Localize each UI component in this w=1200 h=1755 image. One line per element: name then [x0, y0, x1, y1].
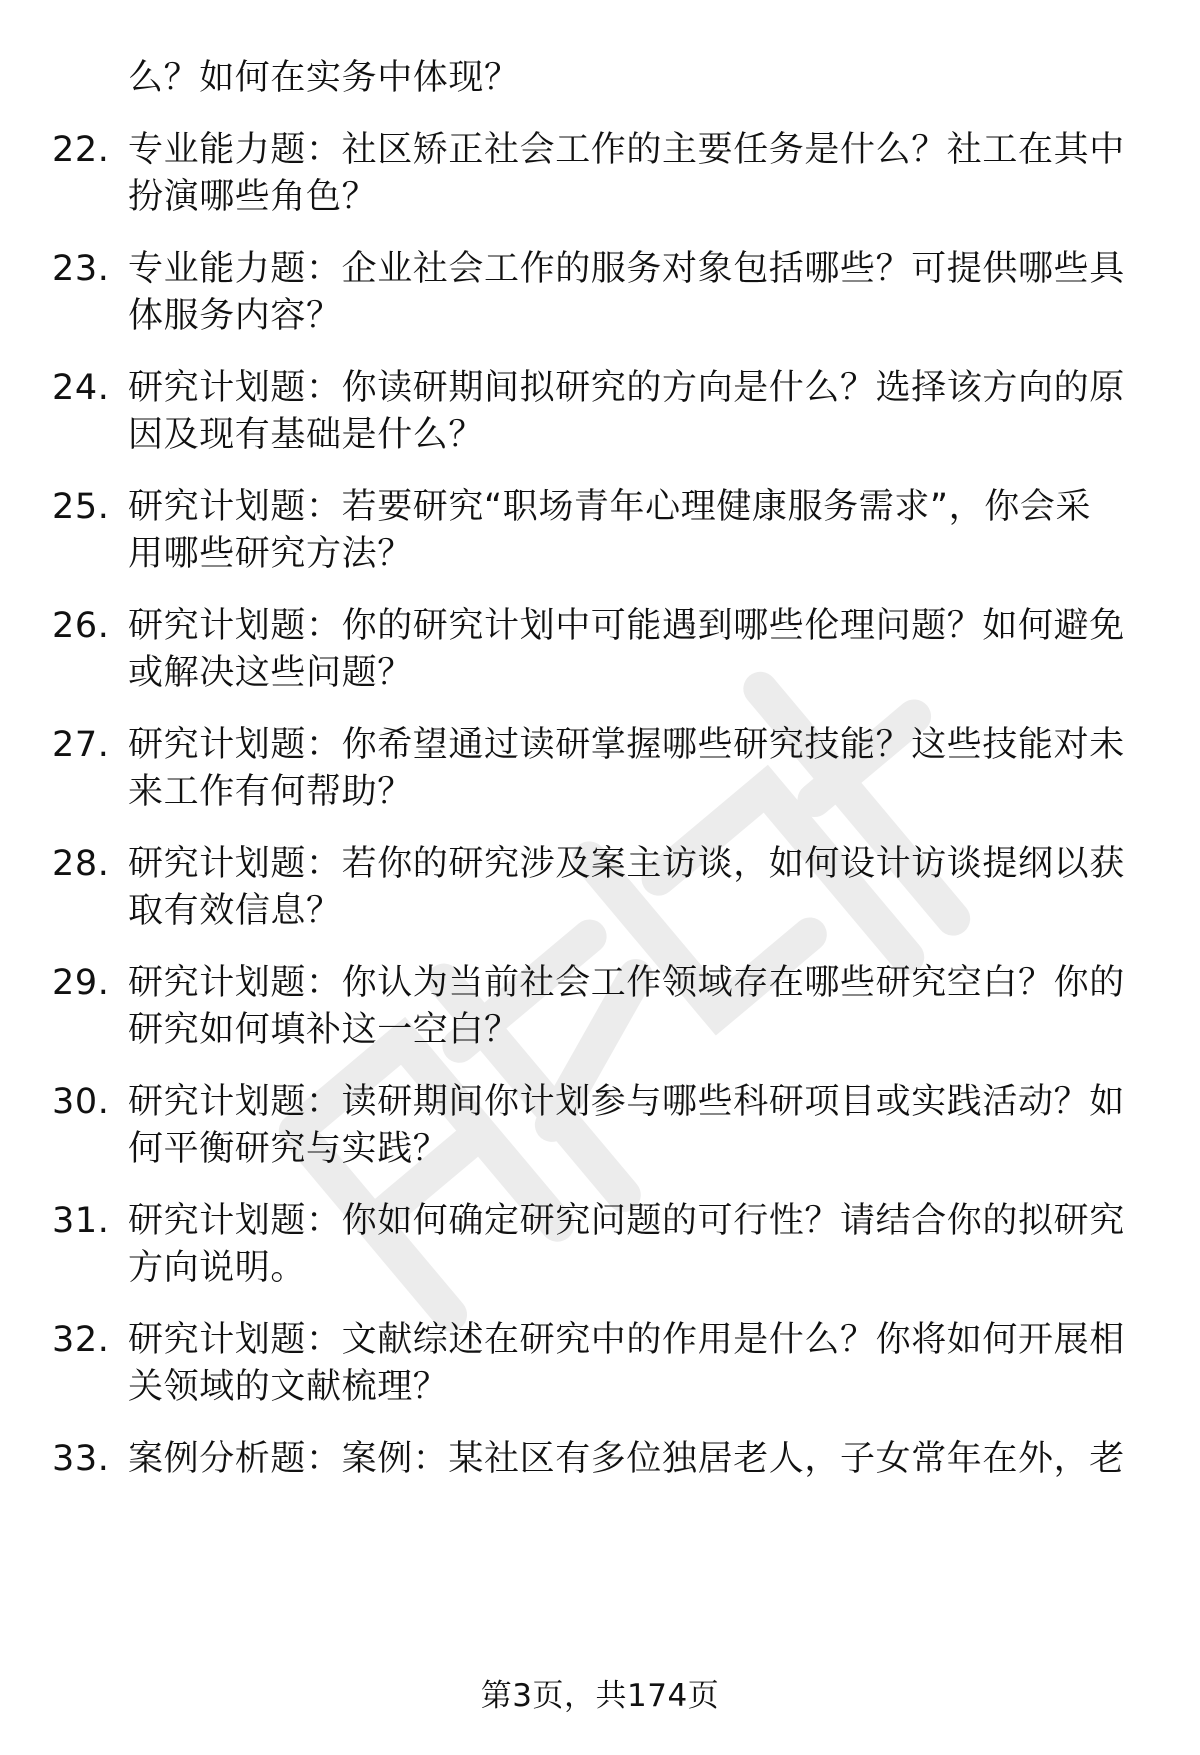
item-number: 29. — [52, 963, 110, 1003]
item-text: 研究计划题：你的研究计划中可能遇到哪些伦理问题？如何避免 — [128, 606, 1125, 646]
item-text: 研究如何填补这一空白？ — [128, 1010, 520, 1050]
item-text: 关领域的文献梳理？ — [128, 1367, 449, 1407]
item-text: 案例分析题：案例：某社区有多位独居老人，子女常年在外，老 — [128, 1439, 1125, 1479]
item-text: 取有效信息？ — [128, 891, 342, 931]
item-number: 23. — [52, 249, 110, 289]
item-number: 32. — [52, 1320, 110, 1360]
item-number: 31. — [52, 1201, 110, 1241]
item-text: 研究计划题：若你的研究涉及案主访谈，如何设计访谈提纲以获 — [128, 844, 1125, 884]
item-text: 专业能力题：企业社会工作的服务对象包括哪些？可提供哪些具 — [128, 249, 1125, 289]
item-text: 扮演哪些角色？ — [128, 177, 378, 217]
item-text: 何平衡研究与实践？ — [128, 1129, 449, 1169]
item-number: 26. — [52, 606, 110, 646]
item-text: 研究计划题：你如何确定研究问题的可行性？请结合你的拟研究 — [128, 1201, 1125, 1241]
item-number: 24. — [52, 368, 110, 408]
item-text: 来工作有何帮助？ — [128, 772, 413, 812]
item-text: 研究计划题：读研期间你计划参与哪些科研项目或实践活动？如 — [128, 1082, 1125, 1122]
item-text: 或解决这些问题？ — [128, 653, 413, 693]
item-text: 研究计划题：你认为当前社会工作领域存在哪些研究空白？你的 — [128, 963, 1125, 1003]
item-number: 30. — [52, 1082, 110, 1122]
item-number: 27. — [52, 725, 110, 765]
item-text: 研究计划题：你读研期间拟研究的方向是什么？选择该方向的原 — [128, 368, 1125, 408]
item-text: 研究计划题：若要研究“职场青年心理健康服务需求”，你会采 — [128, 487, 1092, 527]
item-text: 因及现有基础是什么？ — [128, 415, 485, 455]
item-text: 研究计划题：文献综述在研究中的作用是什么？你将如何开展相 — [128, 1320, 1125, 1360]
item-text: 体服务内容？ — [128, 296, 342, 336]
item-number: 22. — [52, 130, 110, 170]
item-number: 25. — [52, 487, 110, 527]
continuation-text: 么？如何在实务中体现？ — [128, 58, 520, 98]
item-number: 33. — [52, 1439, 110, 1479]
item-text: 专业能力题：社区矫正社会工作的主要任务是什么？社工在其中 — [128, 130, 1125, 170]
item-number: 28. — [52, 844, 110, 884]
page-footer: 第3页，共174页 — [480, 1678, 720, 1714]
item-text: 用哪些研究方法？ — [128, 534, 413, 574]
item-text: 方向说明。 — [128, 1248, 307, 1288]
item-text: 研究计划题：你希望通过读研掌握哪些研究技能？这些技能对未 — [128, 725, 1125, 765]
